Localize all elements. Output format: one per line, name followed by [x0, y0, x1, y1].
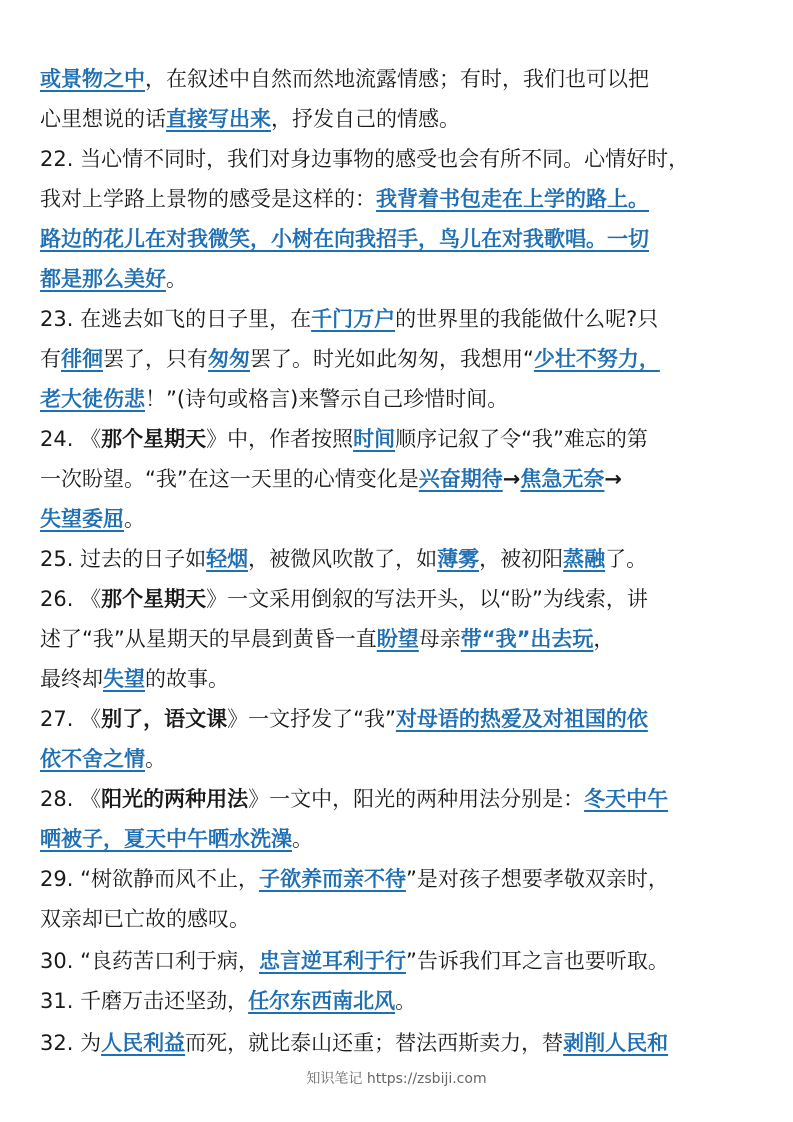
body-text: 。: [145, 747, 166, 771]
body-text: ，抒发自己的情感。: [271, 107, 460, 131]
title-text: →: [502, 467, 521, 491]
text-line: [40, 140, 756, 178]
answer-text: 对母语的热爱及对祖国的依: [395, 707, 648, 731]
text-line: [40, 860, 756, 898]
text-line: [40, 180, 756, 218]
answer-text: 兴奋期待: [418, 467, 503, 491]
body-text: 22. 当心情不同时，我们对身边事物的感受也会有所不同。心情好时，: [40, 147, 690, 171]
body-text: 。: [292, 827, 313, 851]
answer-text: 子欲养而亲不待: [258, 867, 406, 891]
page-footer: 知识笔记 https://zsbiji.com: [306, 1071, 487, 1087]
answer-text: 冬天中午: [584, 787, 669, 811]
title-text: 别了，语文课: [101, 707, 228, 731]
body-text: 27. 《: [40, 707, 102, 731]
body-text: 我对上学路上景物的感受是这样的：: [40, 187, 376, 211]
body-text: 心里想说的话: [40, 107, 166, 131]
answer-text: 任尔东西南北风: [248, 989, 396, 1013]
answer-text: 千门万户: [311, 307, 396, 331]
answer-text: 我背着书包走在上学的路上。: [376, 187, 649, 211]
body-text: 23. 在逃去如飞的日子里，在: [40, 307, 312, 331]
answer-text: 忠言逆耳利于行: [258, 949, 406, 973]
body-text: 29. “树欲静而风不止，: [40, 867, 259, 891]
body-text: ”是对孩子想要孝敬双亲时，: [405, 867, 669, 891]
text-line: [40, 942, 756, 980]
body-text: 罢了，只有: [103, 347, 208, 371]
body-text: ，被微风吹散了，如: [248, 547, 438, 571]
body-text: 的世界里的我能做什么呢?只: [395, 307, 659, 331]
body-text: 述了“我”从星期天的早晨到黄昏一直: [40, 627, 377, 651]
body-text: 25. 过去的日子如: [40, 547, 207, 571]
answer-text: 路边的花儿在对我微笑，小树在向我招手，鸟儿在对我歌唱。一切: [40, 227, 649, 251]
body-text: 。: [395, 989, 417, 1013]
text-line: [40, 620, 756, 658]
body-text: 。: [166, 267, 187, 291]
answer-text: 时间: [353, 427, 396, 451]
answer-text: 失望: [103, 667, 145, 691]
body-text: 的故事。: [145, 667, 229, 691]
body-text: 》中，作者按照: [206, 427, 354, 451]
answer-text: 直接写出来: [166, 107, 271, 131]
text-line: [40, 380, 756, 418]
text-line: [40, 460, 756, 498]
body-text: 一次盼望。“我”在这一天里的心情变化是: [40, 467, 419, 491]
text-line: [40, 60, 756, 98]
body-text: 》一文中，阳光的两种用法分别是：: [248, 787, 585, 811]
body-text: 》一文抒发了“我”: [227, 707, 396, 731]
answer-text: 依不舍之情: [40, 747, 145, 771]
body-text: 最终却: [40, 667, 103, 691]
answer-text: 徘徊: [61, 347, 103, 371]
text-line: [40, 340, 756, 378]
text-line: [40, 780, 756, 818]
title-text: 那个星期天: [101, 427, 207, 451]
text-line: [40, 220, 756, 258]
body-text: 26. 《: [40, 587, 102, 611]
body-text: 母亲: [418, 627, 461, 651]
body-text: ”告诉我们耳之言也要听取。: [405, 949, 669, 973]
text-line: [40, 500, 756, 538]
body-text: 32. 为: [40, 1031, 102, 1055]
answer-text: 少壮不努力，: [533, 347, 660, 371]
body-text: ，在叙述中自然而然地流露情感；有时，我们也可以把: [145, 67, 649, 91]
text-line: [40, 260, 756, 298]
body-text: 28. 《: [40, 787, 102, 811]
text-line: [40, 540, 756, 578]
text-line: [40, 300, 756, 338]
answer-text: 失望委屈: [40, 507, 124, 531]
answer-text: 盼望: [376, 627, 419, 651]
text-line: [40, 820, 756, 858]
body-text: 了。: [605, 547, 648, 571]
body-text: 24. 《: [40, 427, 102, 451]
text-line: [40, 982, 756, 1020]
answer-text: 蒸融: [563, 547, 606, 571]
body-text: 顺序记叙了令“我”难忘的第: [395, 427, 648, 451]
body-text: ，被初阳: [479, 547, 564, 571]
answer-text: 或景物之中: [40, 67, 145, 91]
text-line: [40, 420, 756, 458]
answer-text: 剥削人民和: [563, 1031, 669, 1055]
body-text: 而死，就比泰山还重；替法西斯卖力，替: [185, 1031, 564, 1055]
body-text: 》一文采用倒叙的写法开头，以“盼”为线索，讲: [206, 587, 648, 611]
body-text: ！”(诗句或格言)来警示自己珍惜时间。: [145, 387, 509, 411]
title-text: 那个星期天: [101, 587, 207, 611]
text-line: [40, 100, 756, 138]
answer-text: 都是那么美好: [40, 267, 166, 291]
text-line: [40, 580, 756, 618]
text-line: [40, 900, 756, 938]
body-text: 31. 千磨万击还坚劲，: [40, 989, 249, 1013]
title-text: →: [604, 467, 622, 491]
text-line: [40, 660, 756, 698]
title-text: 阳光的两种用法: [101, 787, 249, 811]
body-text: 有: [40, 347, 61, 371]
answer-text: 带“我”出去玩: [460, 627, 594, 651]
body-text: 双亲却已亡故的感叹。: [40, 907, 250, 931]
body-text: ，: [593, 627, 615, 651]
text-line: [40, 1024, 756, 1062]
body-text: 罢了。时光如此匆匆，我想用“: [250, 347, 534, 371]
text-line: [40, 740, 756, 778]
answer-text: 轻烟: [206, 547, 249, 571]
answer-text: 老大徒伤悲: [40, 387, 145, 411]
text-line: [40, 700, 756, 738]
answer-text: 薄雾: [437, 547, 480, 571]
answer-text: 匆匆: [208, 347, 250, 371]
answer-text: 焦急无奈: [520, 467, 605, 491]
answer-text: 晒被子，夏天中午晒水洗澡: [40, 827, 292, 851]
body-text: 。: [124, 507, 145, 531]
answer-text: 人民利益: [101, 1031, 186, 1055]
body-text: 30. “良药苦口利于病，: [40, 949, 259, 973]
